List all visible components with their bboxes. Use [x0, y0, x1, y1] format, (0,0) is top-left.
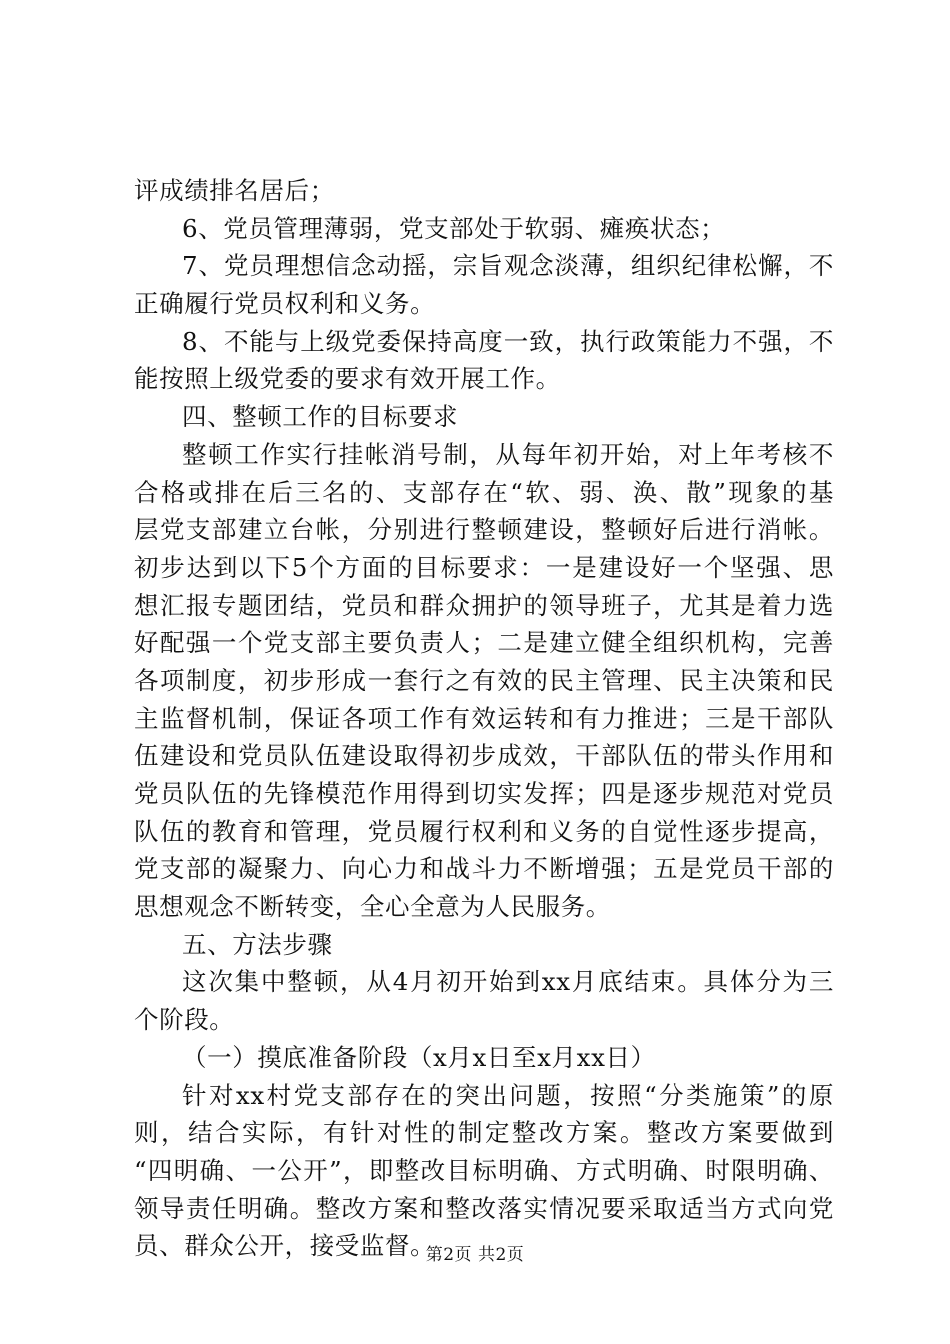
- document-body: [134, 172, 834, 1265]
- paragraph-line: 层党支部建立台帐，分别进行整顿建设，整顿好后进行消帐。: [134, 515, 834, 545]
- paragraph-line: 好配强一个党支部主要负责人；二是建立健全组织机构，完善: [134, 628, 834, 658]
- text-line: 正确履行党员权利和义务。: [134, 289, 436, 319]
- paragraph-line: 员、群众公开，接受监督。: [134, 1231, 436, 1261]
- list-item-8: 8、不能与上级党委保持高度一致，执行政策能力不强，不: [182, 326, 834, 356]
- section-heading-4: 四、整顿工作的目标要求: [182, 402, 459, 432]
- text-line: 评成绩排名居后；: [134, 176, 335, 205]
- page-footer: 第2页 共2页: [425, 1245, 525, 1265]
- paragraph-line: 合格或排在后三名的、支部存在“软、弱、涣、散”现象的基: [134, 477, 834, 507]
- paragraph-line: 针对xx村党支部存在的突出问题，按照“分类施策”的原: [182, 1080, 834, 1110]
- section-heading-5: 五、方法步骤: [182, 929, 333, 959]
- paragraph-line: 初步达到以下5个方面的目标要求：一是建设好一个坚强、思: [134, 552, 834, 582]
- paragraph-line: 则，结合实际，有针对性的制定整改方案。整改方案要做到: [134, 1118, 834, 1148]
- paragraph-line: 领导责任明确。整改方案和整改落实情况要采取适当方式向党: [134, 1193, 834, 1223]
- paragraph-line: 党支部的凝聚力、向心力和战斗力不断增强；五是党员干部的: [134, 854, 834, 884]
- paragraph-line: “四明确、一公开”，即整改目标明确、方式明确、时限明确、: [134, 1155, 834, 1185]
- paragraph-line: 各项制度，初步形成一套行之有效的民主管理、民主决策和民: [134, 665, 834, 695]
- paragraph-line: 党员队伍的先锋模范作用得到切实发挥；四是逐步规范对党员: [134, 779, 834, 808]
- subsection-heading: （一）摸底准备阶段（x月x日至x月xx日）: [182, 1042, 656, 1072]
- paragraph-line: 思想观念不断转变，全心全意为人民服务。: [134, 892, 611, 922]
- paragraph-line: 伍建设和党员队伍建设取得初步成效，干部队伍的带头作用和: [134, 741, 834, 771]
- paragraph-line: 主监督机制，保证各项工作有效运转和有力推进；三是干部队: [134, 703, 834, 733]
- paragraph-line: 想汇报专题团结，党员和群众拥护的领导班子，尤其是着力选: [134, 590, 834, 620]
- paragraph-line: 队伍的教育和管理，党员履行权利和义务的自觉性逐步提高，: [134, 816, 834, 846]
- paragraph-line: 这次集中整顿，从4月初开始到xx月底结束。具体分为三: [182, 967, 834, 997]
- paragraph-line: 个阶段。: [134, 1005, 235, 1035]
- text-line: 能按照上级党委的要求有效开展工作。: [134, 364, 561, 394]
- list-item-7: 7、党员理想信念动摇，宗旨观念淡薄，组织纪律松懈，不: [182, 251, 834, 281]
- paragraph-line: 整顿工作实行挂帐消号制，从每年初开始，对上年考核不: [182, 439, 834, 469]
- list-item-6: 6、党员管理薄弱，党支部处于软弱、瘫痪状态；: [182, 213, 726, 243]
